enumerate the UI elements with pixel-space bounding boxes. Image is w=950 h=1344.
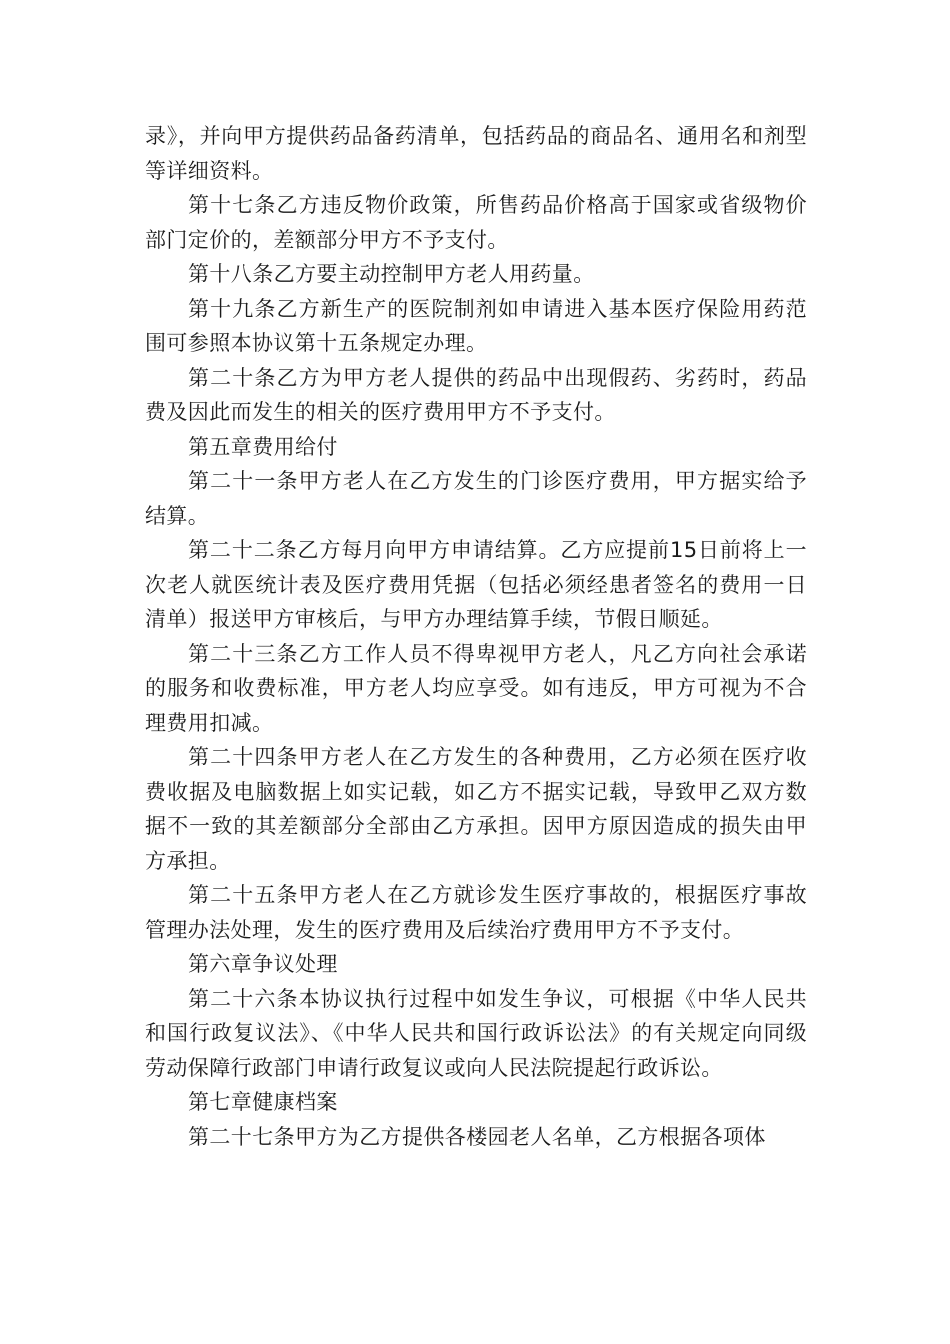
article-18: 第十八条乙方要主动控制甲方老人用药量。 (188, 262, 595, 286)
article-24: 第二十四条甲方老人在乙方发生的各种费用，乙方必须在医疗收费收据及电脑数据上如实记载，如乙方不据实记载，导致甲乙双方数据不一致的其差额部分全部由乙方承担。因甲方原因造成的损失由甲方承担。 (145, 745, 807, 873)
article-27: 第二十七条甲方为乙方提供各楼园老人名单，乙方根据各项体 (188, 1124, 766, 1149)
paragraph-continued: 录》，并向甲方提供药品备药清单，包括药品的商品名、通用名和剂型等详细资料。 (145, 124, 807, 183)
article-25: 第二十五条甲方老人在乙方就诊发生医疗事故的，根据医疗事故管理办法处理，发生的医疗费用及后续治疗费用甲方不予支付。 (145, 883, 807, 942)
article-20: 第二十条乙方为甲方老人提供的药品中出现假药、劣药时，药品费及因此而发生的相关的医疗费用甲方不予支付。 (145, 365, 807, 424)
article-19: 第十九条乙方新生产的医院制剂如申请进入基本医疗保险用药范围可参照本协议第十五条规定办理。 (145, 296, 807, 355)
document-page (145, 119, 807, 1154)
article-22: 第二十二条乙方每月向甲方申请结算。乙方应提前15日前将上一次老人就医统计表及医疗费用凭据（包括必须经患者签名的费用一日清单）报送甲方审核后，与甲方办理结算手续，节假日顺延。 (145, 538, 807, 631)
chapter-5-heading: 第五章费用给付 (188, 434, 338, 459)
chapter-7-heading: 第七章健康档案 (188, 1090, 338, 1114)
article-23: 第二十三条乙方工作人员不得卑视甲方老人，凡乙方向社会承诺的服务和收费标准，甲方老人均应享受。如有违反，甲方可视为不合理费用扣减。 (145, 641, 807, 735)
article-21: 第二十一条甲方老人在乙方发生的门诊医疗费用，甲方据实给予结算。 (145, 469, 807, 528)
article-17: 第十七条乙方违反物价政策，所售药品价格高于国家或省级物价部门定价的，差额部分甲方不予支付。 (145, 193, 807, 252)
article-26: 第二十六条本协议执行过程中如发生争议，可根据《中华人民共和国行政复议法》、《中华人民共和国行政诉讼法》的有关规定向同级劳动保障行政部门申请行政复议或向人民法院提起行政诉讼。 (145, 986, 807, 1080)
chapter-6-heading: 第六章争议处理 (188, 952, 338, 976)
